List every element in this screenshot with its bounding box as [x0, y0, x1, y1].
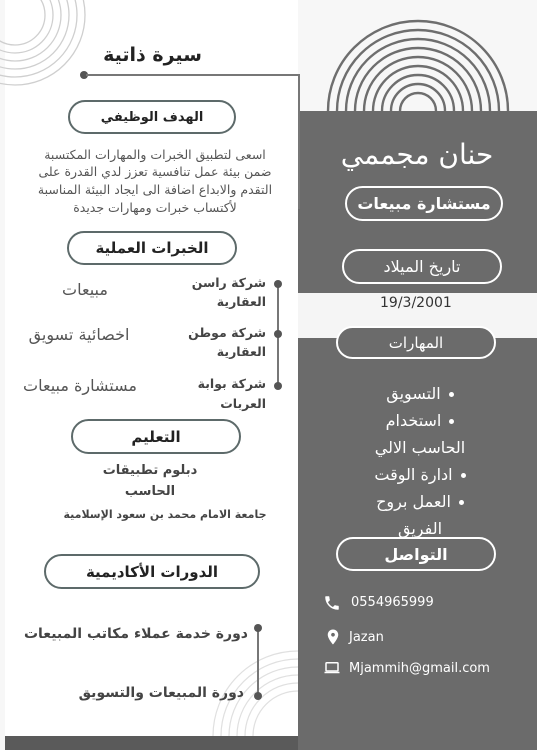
- decorative-arcs-top-right: [318, 18, 518, 111]
- skill-item: [355, 407, 485, 434]
- timeline-dot: [274, 330, 282, 338]
- company-name: شركة بوابة: [197, 376, 266, 391]
- skill-item: [355, 488, 485, 515]
- skill-text: التسويق: [386, 384, 441, 403]
- heading-connector-vertical: [298, 74, 300, 209]
- company-name: شركة موطن: [188, 325, 266, 340]
- location-pin-icon: [324, 628, 342, 646]
- skill-item: [355, 380, 485, 407]
- objective-label: الهدف الوظيفي: [68, 100, 236, 134]
- contact-location: Jazan: [349, 630, 384, 645]
- skill-item: [355, 461, 485, 488]
- education-degree-line1: دبلوم تطبيقات: [102, 463, 198, 478]
- experience-label: الخبرات العملية: [67, 231, 237, 265]
- university-name: جامعة الامام محمد بن سعود الإسلامية: [63, 508, 267, 521]
- bottom-strip: [5, 736, 298, 750]
- objective-line-1: اسعى لتطبيق الخبرات والمهارات المكتسبة: [44, 147, 266, 162]
- job-role: اخصائية تسويق: [28, 325, 130, 344]
- heading-connector: [86, 74, 300, 76]
- objective-line-2: ضمن بيئة عمل تنافسية تعزز لدي القدرة على: [38, 164, 272, 179]
- skill-text: استخدام: [385, 411, 442, 430]
- decorative-arcs-top-left: [0, 0, 90, 95]
- contact-phone[interactable]: 0554965999: [351, 595, 434, 610]
- profile-title: مستشارة مبيعات: [345, 186, 503, 221]
- company-name-line2: العربات: [220, 396, 266, 411]
- skill-text: العمل بروح: [376, 492, 451, 511]
- skill-item: [355, 434, 485, 461]
- skill-text: الفريق: [397, 519, 443, 538]
- objective-line-4: لأكتساب خبرات ومهارات جديدة: [73, 200, 237, 215]
- timeline-dot: [254, 624, 262, 632]
- skill-text: الحاسب الالي: [374, 438, 466, 457]
- courses-label: الدورات الأكاديمية: [44, 554, 260, 589]
- courses-timeline: [257, 628, 259, 698]
- skills-label: المهارات: [336, 326, 496, 359]
- phone-icon: [323, 594, 341, 612]
- company-name-line2: العقارية: [216, 294, 266, 309]
- job-role: مبيعات: [62, 280, 108, 299]
- timeline-dot: [254, 692, 262, 700]
- education-label: التعليم: [71, 419, 241, 454]
- birth-date-label: تاريخ الميلاد: [342, 249, 502, 284]
- company-name: شركة راسن: [191, 275, 266, 290]
- job-role: مستشارة مبيعات: [23, 376, 137, 395]
- timeline-dot: [274, 382, 282, 390]
- course-item: دورة المبيعات والتسويق: [78, 685, 244, 701]
- skills-list: [355, 380, 485, 542]
- timeline-dot: [274, 280, 282, 288]
- skill-text: ادارة الوقت: [374, 465, 453, 484]
- laptop-icon: [323, 659, 341, 677]
- contact-email[interactable]: Mjammih@gmail.com: [349, 661, 490, 676]
- company-name-line2: العقارية: [216, 344, 266, 359]
- education-degree-line2: الحاسب: [124, 484, 176, 499]
- birth-date-value: 19/3/2001: [380, 295, 452, 311]
- resume-heading: سيرة ذاتية: [103, 44, 202, 66]
- objective-line-3: التقدم والابداع اضافة الى ايجاد البيئة المناسبة: [37, 182, 273, 197]
- contact-label: التواصل: [336, 537, 496, 571]
- profile-name: حنان مجممي: [340, 138, 494, 171]
- course-item: دورة خدمة عملاء مكاتب المبيعات: [23, 626, 248, 642]
